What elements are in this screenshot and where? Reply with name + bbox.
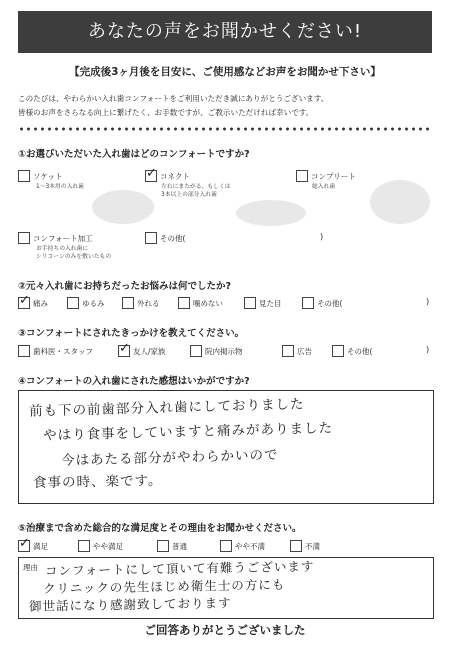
checkbox[interactable]	[178, 297, 190, 309]
q5-option-somewhat-satisfied[interactable]	[78, 540, 123, 552]
option-label: その他(	[317, 298, 343, 308]
option-label: コンプリート	[311, 171, 356, 181]
handwritten-line: クリニックの先生ほじめ衛生士の方にも	[42, 576, 286, 597]
option-label: 見た目	[259, 298, 282, 308]
paren-close: )	[426, 345, 430, 354]
q3-option-other[interactable]	[332, 345, 372, 357]
denture-image-connect	[236, 200, 306, 226]
option-note: 1〜3本用の入れ歯	[36, 184, 84, 190]
intro-line: 皆様のお声をさらなる向上に繋げたく、お手数ですが、ご教示いただければ幸いです。	[18, 108, 314, 117]
checkbox[interactable]	[244, 297, 256, 309]
option-label: やや不満	[235, 541, 265, 551]
option-label: 満足	[33, 541, 48, 551]
option-label: やや満足	[93, 541, 123, 551]
checkbox[interactable]	[190, 345, 202, 357]
option-label: 噛めない	[193, 298, 223, 308]
q5-option-somewhat-dissatisfied[interactable]	[220, 540, 265, 552]
option-label: 外れる	[137, 298, 160, 308]
checkbox[interactable]	[18, 345, 30, 357]
survey-title: あなたの声をお聞かせください!	[87, 21, 363, 42]
checkbox[interactable]	[67, 297, 79, 309]
checkbox[interactable]	[282, 345, 294, 357]
q5-option-satisfied[interactable]	[18, 540, 48, 552]
checkbox[interactable]	[290, 540, 302, 552]
q5-option-dissatisfied[interactable]	[290, 540, 320, 552]
checkbox[interactable]	[78, 540, 90, 552]
paren-close: )	[426, 297, 430, 306]
denture-image-complete	[370, 180, 430, 224]
question-4: ④コンフォートの入れ歯にされた感想はいかがですか?	[18, 376, 250, 387]
survey-subtitle: 【完成後3ヶ月後を目安に、ご使用感などお声をお聞かせ下さい】	[69, 66, 381, 78]
q2-option-loose[interactable]	[67, 297, 105, 309]
checkbox-checked[interactable]	[18, 297, 30, 309]
handwritten-line: 食事の時、楽です。	[32, 472, 163, 492]
reason-answer-box[interactable]	[18, 557, 434, 619]
checkbox[interactable]	[332, 345, 344, 357]
q1-option-processing[interactable]	[18, 232, 93, 244]
checkbox[interactable]	[18, 232, 30, 244]
question-3: ③コンフォートにされたきっかけを教えてください。	[18, 328, 245, 339]
option-label: コネクト	[160, 171, 190, 181]
dotted-divider	[18, 126, 432, 132]
question-5: ⑤治療まで含めた総合的な満足度とその理由をお聞かせください。	[18, 523, 302, 534]
handwritten-line: 今はあたる部分がやわらかいので	[60, 447, 279, 469]
option-label: 広告	[297, 346, 312, 356]
option-label: その他(	[347, 346, 373, 356]
option-note: お手持ちの入れ歯に シリコーンのみを敷いたもの	[36, 246, 112, 260]
q1-option-other[interactable]	[145, 232, 185, 244]
q3-option-friend-family[interactable]	[118, 345, 166, 357]
q2-option-appearance[interactable]	[244, 297, 282, 309]
q2-option-cannot-chew[interactable]	[178, 297, 223, 309]
option-label: コンフォート加工	[33, 233, 93, 243]
option-label: 歯科医・スタッフ	[33, 346, 93, 356]
q5-option-neutral[interactable]	[157, 540, 187, 552]
checkbox[interactable]	[122, 297, 134, 309]
handwritten-line: やはり食事をしていますと痛みがありました	[42, 420, 334, 444]
question-2: ②元々入れ歯にお持ちだったお悩みは何でしたか?	[18, 281, 232, 292]
q3-option-ad[interactable]	[282, 345, 312, 357]
checkbox[interactable]	[18, 170, 30, 182]
q2-option-falls-out[interactable]	[122, 297, 160, 309]
option-label: 普通	[172, 541, 187, 551]
option-note: 総入れ歯	[312, 184, 336, 190]
checkbox[interactable]	[296, 170, 308, 182]
checkbox-checked[interactable]	[18, 540, 30, 552]
question-1: ①お選びいただいた入れ歯はどのコンフォートですか?	[18, 149, 250, 160]
option-label: その他(	[160, 233, 186, 243]
option-label: ソケット	[33, 171, 63, 181]
option-label: 痛み	[33, 298, 48, 308]
option-label: 院内掲示物	[205, 346, 243, 356]
checkbox[interactable]	[302, 297, 314, 309]
checkbox-checked[interactable]	[118, 345, 130, 357]
q1-option-complete[interactable]	[296, 170, 356, 182]
q3-option-clinic-poster[interactable]	[190, 345, 243, 357]
checkbox[interactable]	[145, 232, 157, 244]
checkbox[interactable]	[157, 540, 169, 552]
q2-option-other[interactable]	[302, 297, 342, 309]
intro-text	[18, 92, 438, 120]
denture-image-socket	[92, 190, 154, 224]
option-note: 左右にまたがる、もしくは 3本以上の部分入れ歯	[161, 184, 231, 198]
paren-close: )	[320, 232, 324, 241]
impression-answer-box[interactable]	[18, 390, 434, 504]
handwritten-line: コンフォートにして頂いて有難うございます	[44, 558, 315, 579]
survey-title-banner	[18, 11, 432, 53]
q2-option-pain[interactable]	[18, 297, 48, 309]
option-label: 不満	[305, 541, 320, 551]
q1-option-socket[interactable]	[18, 170, 63, 182]
q1-option-connect[interactable]	[145, 170, 190, 182]
option-label: ゆるみ	[82, 298, 105, 308]
intro-line: このたびは、やわらかい入れ歯コンフォートをご利用いただき誠にありがとうございます。	[18, 94, 329, 103]
reason-label: 理由	[23, 563, 38, 572]
checkbox[interactable]	[220, 540, 232, 552]
footer-thanks: ご回答ありがとうございました	[144, 623, 306, 637]
handwritten-line: 前も下の前歯部分入れ歯にしておりました	[28, 396, 305, 420]
checkbox-checked[interactable]	[145, 170, 157, 182]
q3-option-dentist-staff[interactable]	[18, 345, 93, 357]
option-label: 友人/家族	[133, 346, 166, 356]
handwritten-line: 御世話になり感謝致しております	[28, 595, 232, 614]
